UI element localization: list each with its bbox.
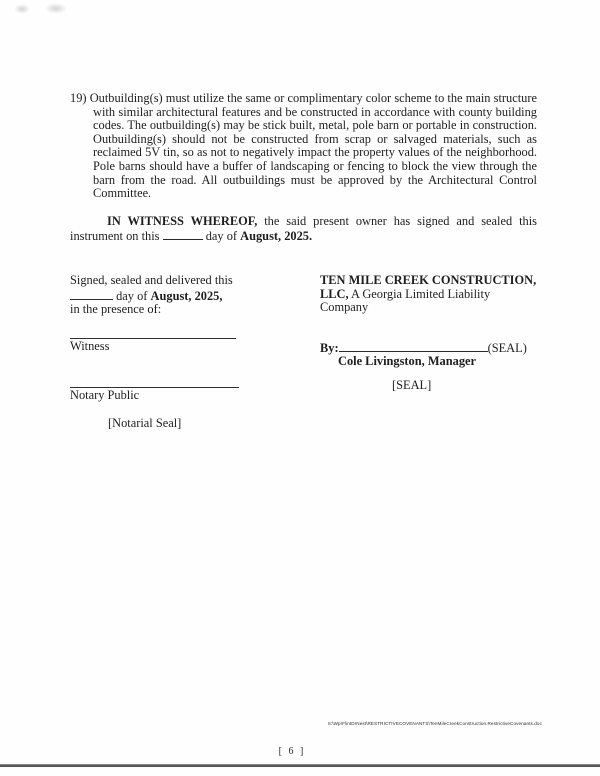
company-llc: LLC, (320, 286, 349, 301)
signer-name: Cole Livingston, Manager (338, 354, 477, 369)
covenant-item-19 (70, 92, 537, 201)
delivered-date: August, 2025, (150, 288, 223, 303)
seal-placeholder: [SEAL] (392, 377, 432, 392)
witness-clause-lead: IN WITNESS WHEREOF, (107, 213, 258, 228)
delivered-line3: in the presence of: (70, 302, 162, 317)
page-number: [ 6 ] (278, 746, 306, 757)
by-label: By: (320, 340, 339, 355)
witness-label: Witness (70, 338, 110, 353)
witness-notary-column (70, 274, 320, 431)
witness-clause-date: August, 2025. (240, 229, 313, 244)
notarial-seal-placeholder: [Notarial Seal] (108, 415, 182, 430)
document-file-path: S:\Wp\FlintDrNest\RESTRICTIVECOVENANTS\TenMileCreekConstruction.RestrictiveCovenants.doc (327, 721, 542, 726)
scan-artifact (45, 3, 67, 14)
blank-day-line (163, 228, 203, 240)
witness-clause-text: the said present owner has signed and sealed this instrument on this (70, 213, 537, 244)
in-witness-clause (70, 215, 537, 244)
company-name: TEN MILE CREEK CONSTRUCTION, (320, 272, 537, 287)
covenant-item-text: Outbuilding(s) must utilize the same or complimentary color scheme to the main structure with similar architectural features and be constructed in accordance with county building codes. The outbuilding(s) may be stick built, metal, pole barn or portable in construction. Outbuilding(s) should not be constructed from scrap or salvaged materials, such as reclaimed 5V tin, so as not to negatively impact the property values of the neighborhood. Pole barns should have a buffer of landscaping or fencing to block the view through the barn from the road. All outbuildings must be approved by the Architectural Control Committee. (89, 91, 537, 201)
seal-suffix: (SEAL) (487, 340, 527, 355)
delivered-line2 (70, 288, 320, 304)
document-body (70, 92, 537, 431)
company-descriptor (320, 288, 537, 315)
notary-label: Notary Public (70, 388, 140, 403)
delivered-day-of: day of (116, 288, 148, 303)
witness-clause-day-of: day of (205, 229, 238, 244)
scan-artifact (14, 4, 30, 14)
covenant-item-number: 19) (70, 91, 87, 105)
delivered-line1: Signed, sealed and delivered this (70, 272, 233, 287)
company-descriptor-text: A Georgia Limited Liability Company (320, 286, 491, 315)
company-signature-column (320, 274, 537, 431)
signature-section (70, 274, 537, 431)
scan-edge-line (0, 764, 600, 767)
by-signature-line (339, 340, 488, 352)
by-signature-row (320, 340, 537, 356)
blank-day-line (70, 288, 113, 300)
